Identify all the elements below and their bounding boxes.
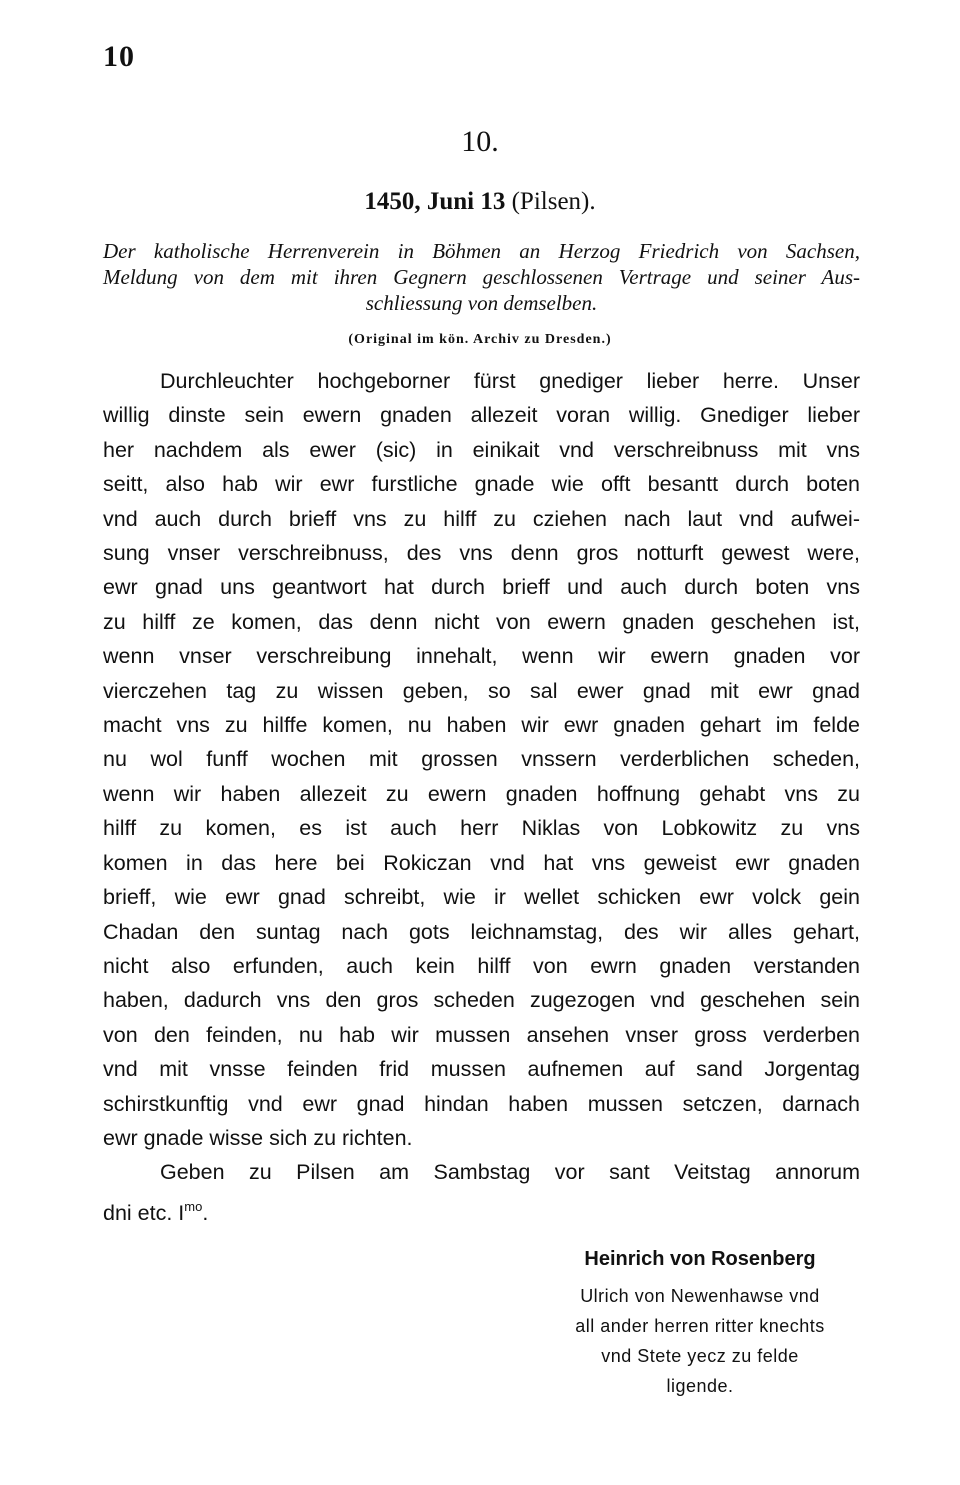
closing-period: . xyxy=(202,1200,209,1225)
body-line: willig dinste sein ewern gnaden allezeit voran willig. Gnediger lieber xyxy=(103,403,860,428)
source-note: (Original im kön. Archiv zu Dresden.) xyxy=(348,332,612,347)
signature-line: ligende. xyxy=(666,1376,734,1396)
body-line: hilff zu komen, es ist auch herr Niklas von Lobkowitz zu vns xyxy=(103,816,860,841)
body-line: macht vns zu hilffe komen, nu haben wir ewr gnaden gehart im felde xyxy=(103,713,860,738)
closing-text: dni etc. I xyxy=(103,1200,185,1225)
body-line: nicht also erfunden, auch kein hilff von ewrn gnaden verstanden xyxy=(103,953,860,978)
body-line: seitt, also hab wir ewr furstliche gnade wie offt besantt durch boten xyxy=(103,472,860,497)
body-line: sung vnser verschreibnuss, des vns denn gros notturft gewest were, xyxy=(103,541,860,566)
body-line: wenn vnser verschreibung innehalt, wenn wir ewern gnaden vor xyxy=(103,644,860,669)
body-line: haben, dadurch vns den gros scheden zugezogen vnd geschehen sein xyxy=(103,988,860,1013)
body-line: von den feinden, nu hab wir mussen ansehen vnser gross verderben xyxy=(103,1022,860,1047)
signature-block xyxy=(540,1248,860,1401)
body-line: vnd mit vnsse feinden frid mussen aufnemen auf sand Jorgentag xyxy=(103,1057,860,1082)
body-line: wenn wir haben allezeit zu ewern gnaden hoffnung gehabt vns zu xyxy=(103,781,860,806)
body-line: ewr gnad uns geantwort hat durch brieff und auch durch boten vns xyxy=(103,575,860,600)
regest-line: Meldung von dem mit ihren Gegnern geschlossenen Vertrage und seiner Aus- xyxy=(103,265,860,289)
page-number: 10 xyxy=(103,40,135,73)
signature-line: Ulrich von Newenhawse vnd xyxy=(580,1286,820,1306)
date: 1450, Juni 13 xyxy=(364,188,506,215)
body-line: komen in das here bei Rokiczan vnd hat vns geweist ewr gnaden xyxy=(103,850,860,875)
closing-superscript: mo xyxy=(184,1198,203,1214)
signature-line: vnd Stete yecz zu felde xyxy=(601,1346,799,1366)
regest xyxy=(103,238,860,316)
body-line: schirstkunftig vnd ewr gnad hindan haben mussen setczen, darnach xyxy=(103,1091,860,1116)
body-line: nu wol funff wochen mit grossen vnssern verderblichen scheden, xyxy=(103,747,860,772)
closing-line: Geben zu Pilsen am Sambstag vor sant Veitstag annorum xyxy=(160,1160,860,1185)
body-line: her nachdem als ewer (sic) in einikait vnd verschreibnuss mit vns xyxy=(103,437,860,462)
body-line: Chadan den suntag nach gots leichnamstag, des wir alles gehart, xyxy=(103,919,860,944)
body-line: ewr gnade wisse sich zu richten. xyxy=(103,1125,413,1150)
body-line: vnd auch durch brieff vns zu hilff zu cziehen nach laut vnd aufwei- xyxy=(103,506,860,531)
document-number: 10. xyxy=(461,125,499,158)
regest-line: schliessung von demselben. xyxy=(365,291,598,315)
regest-line: Der katholische Herrenverein in Böhmen an Herzog Friedrich von Sachsen, xyxy=(103,239,860,263)
body-line: brieff, wie ewr gnad schreibt, wie ir wellet schicken ewr volck gein xyxy=(103,885,860,910)
signatory-name: Heinrich von Rosenberg xyxy=(584,1248,816,1270)
closing-line xyxy=(103,1190,860,1230)
body-line: zu hilff ze komen, das denn nicht von ewern gnaden geschehen ist, xyxy=(103,609,860,634)
place: (Pilsen). xyxy=(511,188,596,215)
body-line: vierczehen tag zu wissen geben, so sal ewer gnad mit ewr gnad xyxy=(103,678,860,703)
letter-body xyxy=(103,364,860,1230)
signature-line: all ander herren ritter knechts xyxy=(575,1316,825,1336)
date-line xyxy=(0,188,960,216)
body-line: Durchleuchter hochgeborner fürst gnediger lieber herre. Unser xyxy=(160,369,860,393)
